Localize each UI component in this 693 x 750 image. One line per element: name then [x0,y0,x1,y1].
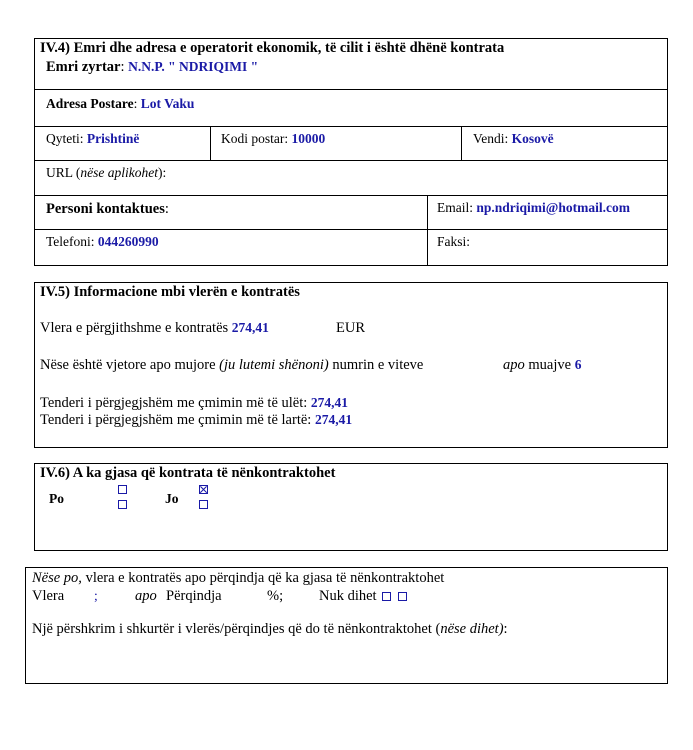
unknown-checkbox-1[interactable] [382,592,391,601]
percent-sign: %; [267,588,284,604]
country-value: Kosovë [511,131,554,146]
phone-value: 044260990 [97,234,159,249]
url-end: ): [157,165,167,180]
fax-label: Faksi: [437,234,471,249]
total-value-row [40,320,269,337]
description-row [32,621,508,638]
country-label: Vendi: [473,131,512,146]
postal-address-value: Lot Vaku [140,96,195,111]
unknown-label: Nuk dihet [319,588,377,604]
description-text: Një përshkrim i shkurtër i vlerës/përqindjes që do të nënkontraktohet ( [32,621,441,637]
section-iv6-heading: IV.6) A ka gjasa që kontrata të nënkontraktohet [40,465,336,481]
section-iv5-heading: IV.5) Informacione mbi vlerën e kontratës [40,284,300,300]
url-row [46,165,166,181]
duration-years-text: numrin e viteve [328,357,424,373]
section-iv4-heading: IV.4) Emri dhe adresa e operatorit ekonomik, të cilit i është dhënë kontrata [40,40,505,56]
if-yes-text: Nëse po, [32,570,82,586]
url-note: nëse aplikohet [80,165,158,180]
duration-note: (ju lutemi shënoni) [219,357,329,373]
divider [34,229,668,230]
contact-person-cell [46,201,169,218]
unknown-row [319,588,407,605]
divider [34,126,668,127]
phone-cell [46,234,159,250]
phone-label: Telefoni: [46,234,98,249]
or-word-2: apo [135,588,157,604]
value-semicolon: ; [94,588,98,603]
divider [427,195,428,266]
postal-code-label: Kodi postar: [221,131,292,146]
lowest-tender-row [40,395,348,412]
highest-tender-value: 274,41 [314,412,353,427]
no-checkbox-checked[interactable] [199,485,208,494]
official-name-row [46,59,258,76]
unknown-checkbox-2[interactable] [398,592,407,601]
city-label: Qyteti: [46,131,87,146]
yes-checkbox-top[interactable] [118,485,127,494]
no-label: Jo [165,491,179,506]
email-value[interactable]: np.ndriqimi@hotmail.com [476,200,630,215]
months-label: muajve [524,357,575,373]
divider [34,160,668,161]
description-end: : [503,621,508,637]
duration-text: Nëse është vjetore apo mujore [40,357,220,373]
subcontract-intro-row [32,570,444,587]
subcontract-intro-text: vlera e kontratës apo përqindja që ka gjasa të nënkontraktohet [81,570,445,586]
postal-code-cell [221,131,325,147]
value-label: Vlera [32,588,65,604]
official-name-label: Emri zyrtar [46,59,121,75]
fax-cell [437,234,470,250]
url-label: URL ( [46,165,81,180]
total-value-amount: 274,41 [231,320,269,335]
postal-code-value: 10000 [291,131,326,146]
description-note: nëse dihet) [440,621,504,637]
total-value-label: Vlera e përgjithshme e kontratës [40,320,232,336]
months-row [503,357,581,374]
highest-tender-row [40,412,352,429]
percent-label: Përqindja [166,588,222,604]
official-name-value: N.N.P. " NDRIQIMI " [128,59,259,74]
email-cell [437,200,630,216]
country-cell [473,131,554,147]
official-name-sep: : [120,59,129,75]
lowest-tender-value: 274,41 [310,395,349,410]
city-cell [46,131,139,147]
contact-person-sep: : [164,201,169,217]
duration-row [40,357,423,374]
lowest-tender-label: Tenderi i përgjegjshëm me çmimin më të ulët: [40,395,311,411]
no-checkbox[interactable] [199,500,208,509]
divider [210,126,211,160]
months-value: 6 [574,357,582,372]
divider [34,195,668,196]
highest-tender-label: Tenderi i përgjegjshëm me çmimin më të lartë: [40,412,315,428]
city-value: Prishtinë [86,131,140,146]
yes-label: Po [49,491,64,506]
contact-person-label: Personi kontaktues [46,201,165,217]
currency-label: EUR [336,320,365,336]
or-word: apo [503,357,525,373]
divider [461,126,462,160]
divider [34,89,668,90]
email-label: Email: [437,200,477,215]
postal-address-label: Adresa Postare [46,96,134,111]
postal-address-row [46,96,194,112]
yes-checkbox[interactable] [118,500,127,509]
postal-address-sep: : [133,96,141,111]
